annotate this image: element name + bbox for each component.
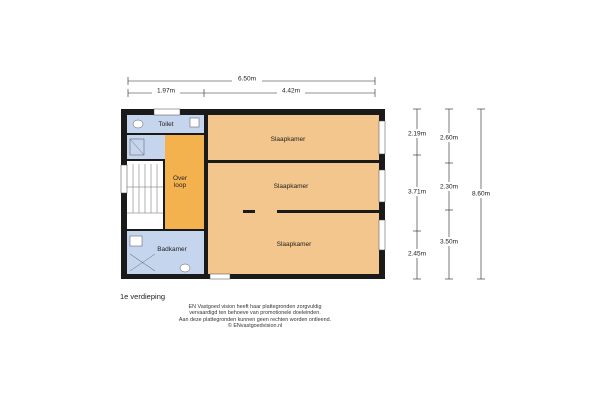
window-right-1 (379, 121, 385, 154)
dimension-label-col1-mid: 3.71m (407, 188, 427, 196)
window-right-3 (379, 220, 385, 250)
disclaimer-line-3: Aan deze plattegronden kunnen geen rechten worden ontleend. (178, 316, 332, 323)
dimension-label-col1-bottom: 2.45m (407, 250, 427, 258)
dimension-label-left: 1.97m (156, 87, 176, 95)
room-label-slaapkamer-3: Slaapkamer (276, 241, 312, 248)
floor-label: 1e verdieping (120, 292, 166, 301)
bathroom-toilet (180, 264, 190, 272)
room-label-toilet: Toilet (158, 121, 174, 128)
room-label-badkamer: Badkamer (157, 246, 187, 253)
dimension-label-col1-top: 2.19m (407, 130, 427, 138)
room-label-slaapkamer-2: Slaapkamer (273, 183, 309, 190)
partition-gap-left (208, 210, 243, 213)
dimension-label-right: 4.42m (281, 87, 301, 95)
window-right-2 (379, 170, 385, 202)
dimension-label-col3-total: 8.60m (471, 190, 491, 198)
dimension-segment-widths (128, 86, 375, 97)
toilet-fixture (133, 120, 143, 128)
dimension-column-2 (436, 109, 462, 279)
room-label-overloop-2: loop (173, 182, 187, 189)
building (121, 109, 385, 279)
disclaimer (130, 304, 380, 330)
window-top-toilet (154, 109, 180, 115)
disclaimer-line-4: © ENvastgoedvision.nl (227, 323, 283, 330)
disclaimer-line-1: EN Vastgoed vision heeft haar plattegronden zorgvuldig (188, 304, 322, 310)
room-label-overloop-1: Over (172, 175, 188, 182)
toilet-sink (190, 118, 199, 127)
dimension-column-3 (468, 109, 494, 279)
dimension-label-total: 6.50m (237, 75, 257, 83)
bathroom-sink (130, 236, 142, 246)
bathroom-wall (204, 231, 208, 274)
dimension-column-1 (404, 109, 430, 279)
dimension-label-col2-mid: 2.30m (439, 183, 459, 191)
dimension-total-width (128, 74, 375, 85)
window-bottom (210, 274, 230, 279)
disclaimer-line-2: vervaardigd ten behoeve van promotionele doeleinden. (189, 310, 321, 317)
window-left-stair (121, 165, 127, 193)
shower-room (127, 135, 167, 159)
partition-gap-right (255, 210, 277, 213)
dimension-label-col2-bottom: 3.50m (439, 238, 459, 246)
dimension-label-col2-top: 2.60m (439, 134, 459, 142)
room-label-slaapkamer-1: Slaapkamer (270, 136, 306, 143)
